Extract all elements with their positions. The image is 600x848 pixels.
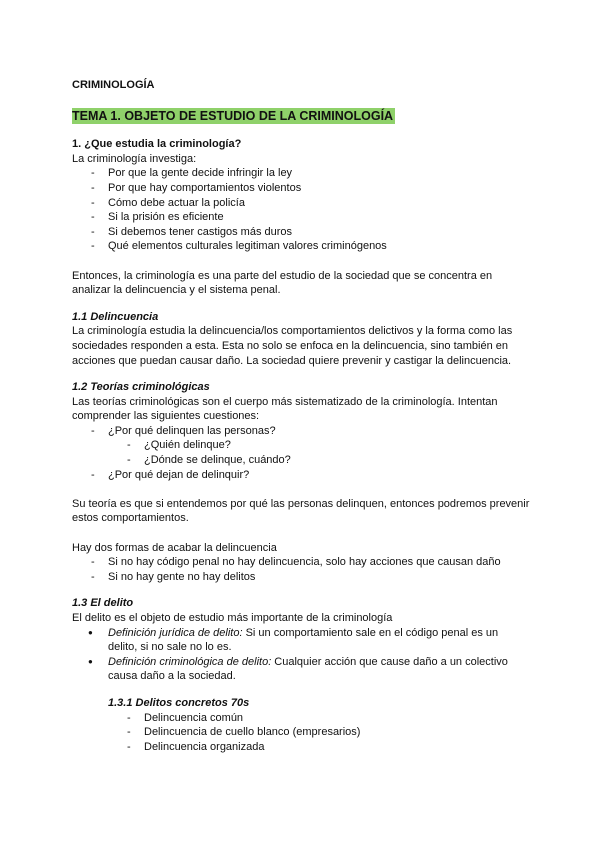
theory-text: Su teoría es que si entendemos por qué las personas delinquen, entonces podremos prevenir estos comportamientos. bbox=[72, 497, 530, 525]
list-item: - Si debemos tener castigos más duros bbox=[72, 225, 530, 240]
list-item: - Por que la gente decide infringir la ley bbox=[72, 166, 530, 181]
section-1-2-heading: 1.2 Teorías criminológicas bbox=[72, 381, 210, 394]
definitions-list bbox=[72, 626, 530, 684]
definition-label: Definición criminológica de delito: bbox=[108, 655, 272, 668]
definition-text: Si un comportamiento sale en el código penal es un delito, si no sale no lo es. bbox=[108, 626, 499, 654]
list-item: - Si no hay gente no hay delitos bbox=[72, 570, 530, 585]
tema-heading: TEMA 1. OBJETO DE ESTUDIO DE LA CRIMINOLOGÍA bbox=[72, 108, 394, 123]
section-1-3-heading: 1.3 El delito bbox=[72, 597, 134, 610]
list-item bbox=[72, 626, 530, 655]
section-1-intro: La criminología investiga: bbox=[72, 152, 197, 165]
document-page bbox=[72, 78, 530, 754]
section-1-1-heading: 1.1 Delincuencia bbox=[72, 310, 159, 323]
document-title: CRIMINOLOGÍA bbox=[72, 79, 155, 91]
section-1-2-text: Las teorías criminológicas son el cuerpo más sistematizado de la criminología. Intentan comprender las siguientes cuestiones: bbox=[72, 395, 498, 423]
list-item: - Por que hay comportamientos violentos bbox=[72, 181, 530, 196]
list-item: - ¿Quién delinque? bbox=[72, 438, 530, 453]
list-item: - Si la prisión es eficiente bbox=[72, 210, 530, 225]
ways-intro: Hay dos formas de acabar la delincuencia bbox=[72, 541, 277, 554]
list-item bbox=[72, 655, 530, 684]
list-item: - ¿Por qué delinquen las personas? bbox=[72, 424, 530, 439]
section-1-3-text: El delito es el objeto de estudio más importante de la criminología bbox=[72, 612, 393, 624]
section-1-conclusion: Entonces, la criminología es una parte del estudio de la sociedad que se concentra en analizar la delincuencia y el sistema penal. bbox=[72, 269, 493, 297]
section-1-3-1-heading: 1.3.1 Delitos concretos 70s bbox=[108, 696, 250, 709]
list-item: - Cómo debe actuar la policía bbox=[72, 196, 530, 211]
section-1-list bbox=[72, 166, 530, 254]
list-item: - ¿Por qué dejan de delinquir? bbox=[72, 468, 530, 483]
definition-label: Definición jurídica de delito: bbox=[108, 626, 243, 639]
definition-text: Cualquier acción que cause daño a un colectivo causa daño a la sociedad. bbox=[108, 655, 508, 683]
list-item: - Si no hay código penal no hay delincuencia, solo hay acciones que causan daño bbox=[72, 555, 530, 570]
ways-list bbox=[72, 555, 530, 584]
list-item: - Delincuencia de cuello blanco (empresarios) bbox=[72, 725, 530, 740]
list-item: - Delincuencia común bbox=[72, 711, 530, 726]
list-item: - Delincuencia organizada bbox=[72, 740, 530, 755]
section-1-1-text: La criminología estudia la delincuencia/los comportamientos delictivos y la forma como las sociedades responden a esta. Esta no solo se enfoca en la delincuencia, sino también en acciones que puedan causar daño. La sociedad quiere prevenir y castigar la delincuencia. bbox=[72, 325, 513, 367]
section-1-heading: 1. ¿Que estudia la criminología? bbox=[72, 138, 242, 151]
crimes-list bbox=[72, 711, 530, 755]
list-item: - Qué elementos culturales legitiman valores criminógenos bbox=[72, 239, 530, 254]
questions-list bbox=[72, 424, 530, 482]
list-item: - ¿Dónde se delinque, cuándo? bbox=[72, 453, 530, 468]
